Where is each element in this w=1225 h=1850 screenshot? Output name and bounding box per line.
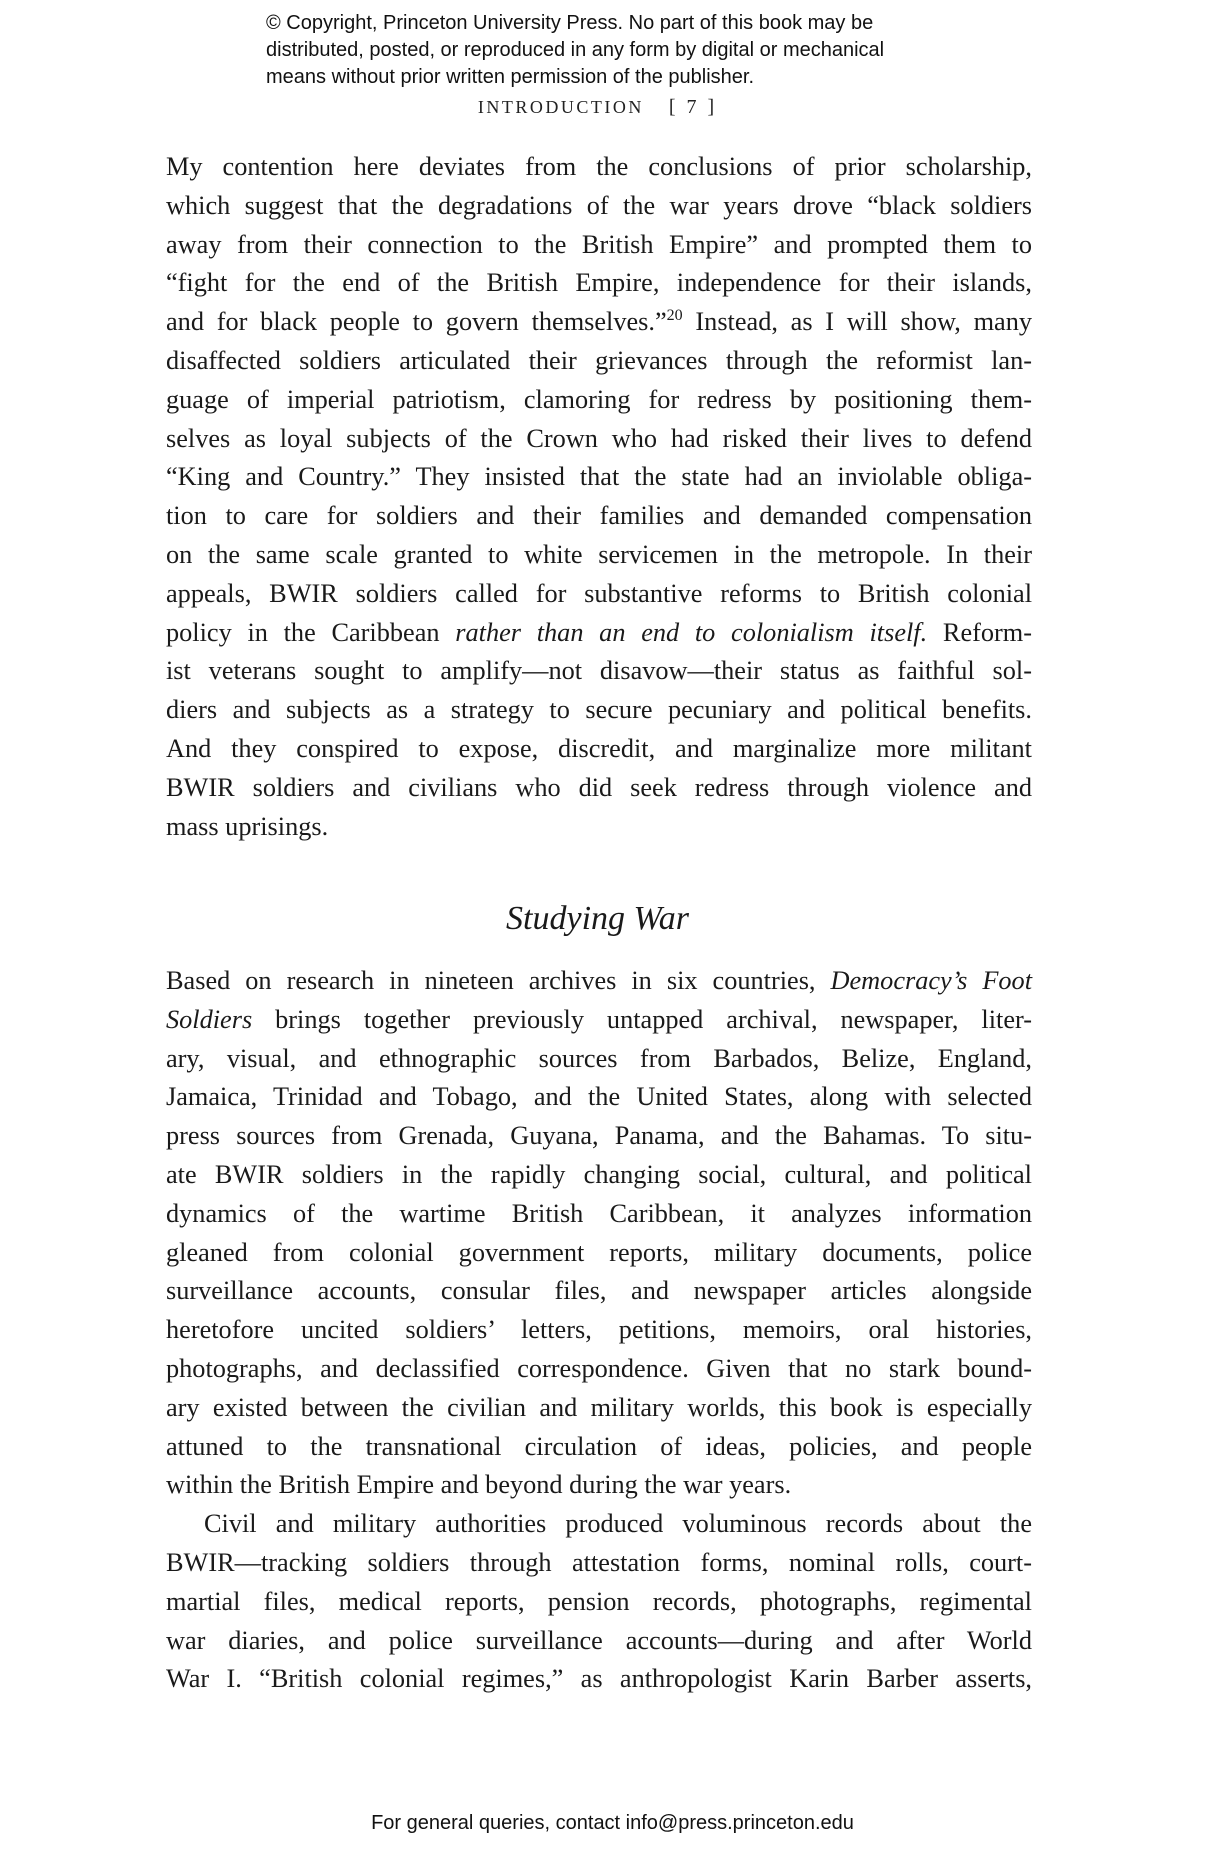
text-line: dynamics of the wartime British Caribbean, it analyzes information: [166, 1198, 1032, 1228]
text-line: photographs, and declassified correspondence. Given that no stark bound-: [166, 1353, 1032, 1383]
text-line: away from their connection to the British Empire” and prompted them to: [166, 229, 1032, 259]
text-segment: Instead, as I will show, many: [682, 307, 1032, 337]
italic-emphasis: rather than an end to colonialism itself.: [455, 617, 928, 647]
page-number: [ 7 ]: [668, 96, 718, 118]
text-line: appeals, BWIR soldiers called for substantive reforms to British colonial: [166, 578, 1032, 608]
footnote-marker: 20: [666, 307, 683, 325]
text-line: [166, 962, 1032, 1001]
text-line: press sources from Grenada, Guyana, Panama, and the Bahamas. To situ-: [166, 1121, 1032, 1151]
text-line: ary, visual, and ethnographic sources from Barbados, Belize, England,: [166, 1043, 1032, 1073]
text-line: heretofore uncited soldiers’ letters, petitions, memoirs, oral histories,: [166, 1315, 1032, 1345]
footer-contact: For general queries, contact info@press.princeton.edu: [371, 1812, 854, 1834]
text-line: ary existed between the civilian and military worlds, this book is especially: [166, 1392, 1032, 1422]
text-line: [166, 303, 1032, 342]
copyright-line: means without prior written permission of the publisher.: [266, 66, 755, 88]
book-title: Democracy’s Foot: [830, 966, 1032, 995]
text-line: within the British Empire and beyond during the war years.: [166, 1470, 792, 1500]
section-heading: Studying War: [506, 900, 689, 937]
running-head: [0, 96, 1195, 119]
paragraph-sources: [166, 962, 1032, 1699]
copyright-line: © Copyright, Princeton University Press. No part of this book may be: [266, 12, 874, 34]
text-line: ist veterans sought to amplify—not disavow—their status as faithful sol-: [166, 656, 1032, 686]
text-line: [166, 1001, 1032, 1040]
text-segment: Reform-: [927, 617, 1033, 647]
text-line: guage of imperial patriotism, clamoring for redress by positioning them-: [166, 384, 1032, 414]
text-line: “fight for the end of the British Empire, independence for their islands,: [166, 268, 1032, 298]
text-line: BWIR soldiers and civilians who did seek redress through violence and: [166, 772, 1032, 802]
text-line: gleaned from colonial government reports, military documents, police: [166, 1237, 1032, 1267]
text-line: And they conspired to expose, discredit, and marginalize more militant: [166, 733, 1032, 763]
text-line: [166, 614, 1032, 653]
text-line: war diaries, and police surveillance accounts—during and after World: [166, 1625, 1032, 1655]
text-line: which suggest that the degradations of the war years drove “black soldiers: [166, 190, 1032, 220]
text-segment: Based on research in nineteen archives in six countries,: [166, 966, 831, 995]
text-line: attuned to the transnational circulation of ideas, policies, and people: [166, 1431, 1032, 1461]
copyright-notice: [266, 10, 966, 91]
text-line: ate BWIR soldiers in the rapidly changing social, cultural, and political: [166, 1159, 1032, 1189]
text-line: mass uprisings.: [166, 811, 329, 841]
running-head-section: INTRODUCTION: [477, 97, 644, 117]
text-line: My contention here deviates from the conclusions of prior scholarship,: [166, 152, 1032, 181]
text-line: tion to care for soldiers and their families and demanded compensation: [166, 501, 1032, 531]
text-line: surveillance accounts, consular files, and newspaper articles alongside: [166, 1276, 1032, 1306]
text-line: disaffected soldiers articulated their grievances through the reformist lan-: [166, 345, 1032, 375]
paragraph-contention: [166, 148, 1032, 846]
text-segment: brings together previously untapped archival, newspaper, liter-: [252, 1004, 1032, 1034]
book-title: Soldiers: [166, 1004, 253, 1034]
text-segment: policy in the Caribbean: [166, 617, 456, 647]
text-line: selves as loyal subjects of the Crown who had risked their lives to defend: [166, 423, 1032, 453]
text-line: BWIR—tracking soldiers through attestation forms, nominal rolls, court-: [166, 1547, 1032, 1577]
text-line: martial files, medical reports, pension records, photographs, regimental: [166, 1586, 1032, 1616]
text-line: Civil and military authorities produced voluminous records about the: [204, 1509, 1032, 1539]
text-line: War I. “British colonial regimes,” as anthropologist Karin Barber asserts,: [166, 1664, 1032, 1694]
text-line: on the same scale granted to white servicemen in the metropole. In their: [166, 539, 1032, 569]
text-line: “King and Country.” They insisted that the state had an inviolable obliga-: [166, 462, 1032, 492]
copyright-line: distributed, posted, or reproduced in any form by digital or mechanical: [266, 39, 885, 61]
text-line: Jamaica, Trinidad and Tobago, and the United States, along with selected: [166, 1082, 1032, 1112]
text-segment: and for black people to govern themselves.”: [166, 307, 667, 337]
text-line: diers and subjects as a strategy to secure pecuniary and political benefits.: [166, 695, 1032, 725]
